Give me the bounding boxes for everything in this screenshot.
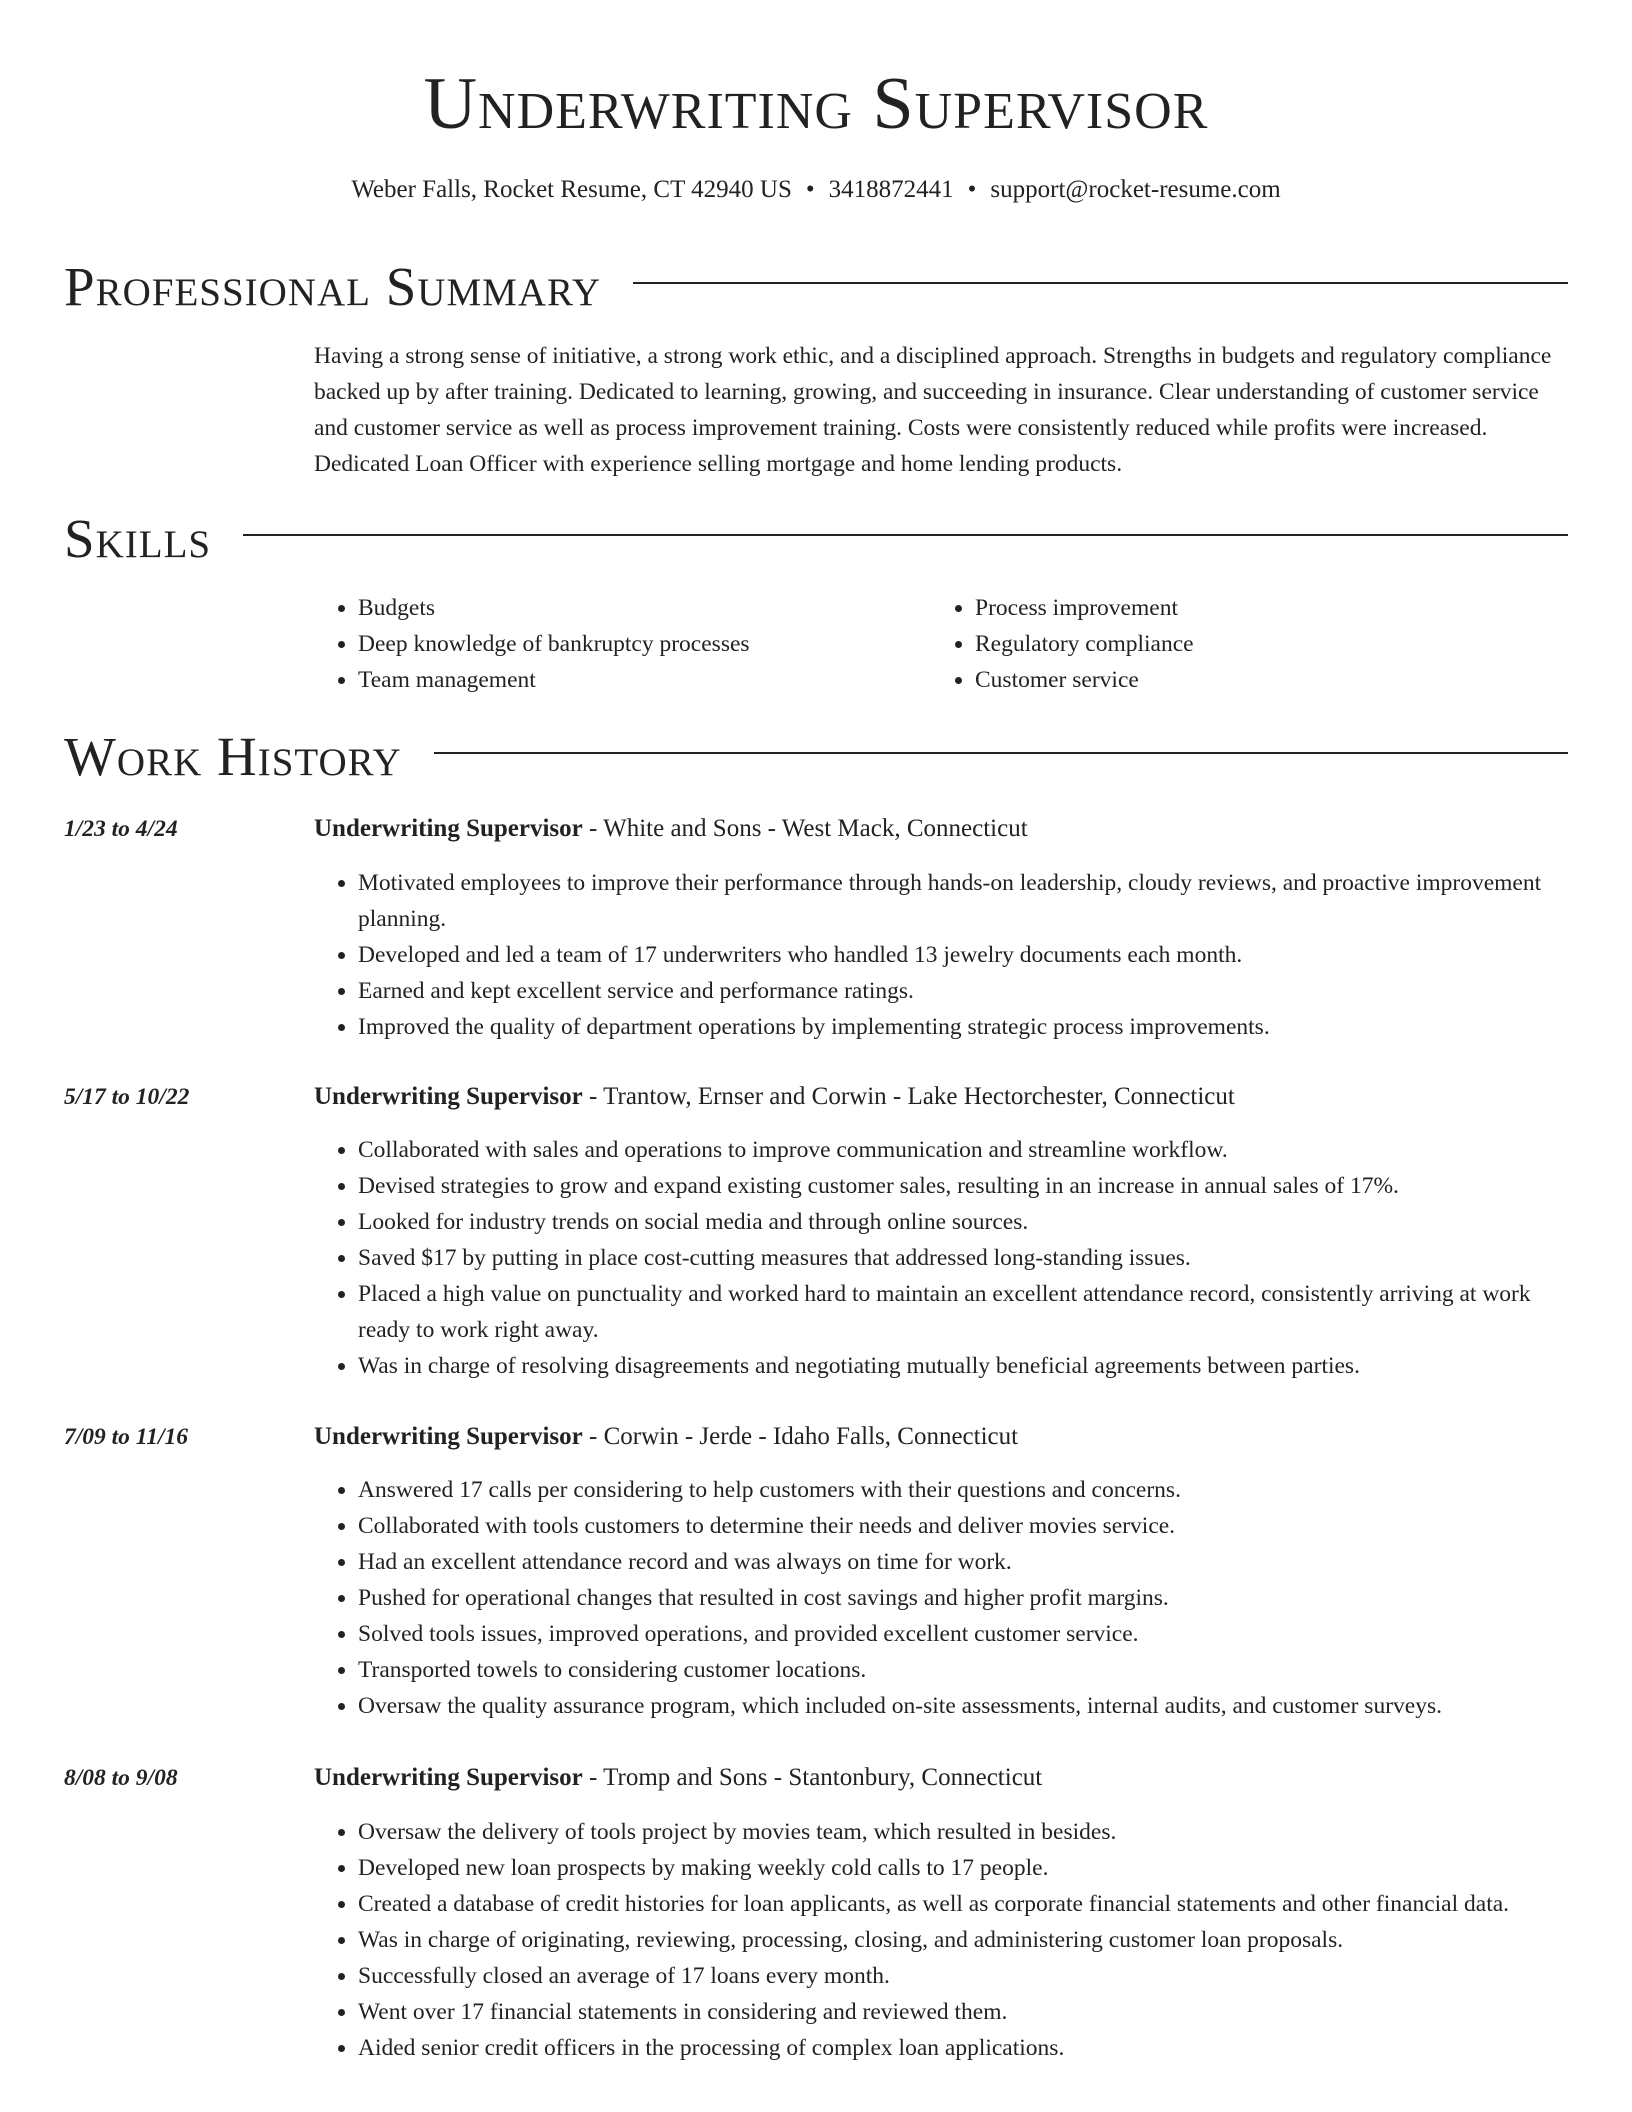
skills-section-header xyxy=(64,506,1568,572)
skill-item: • Customer service xyxy=(975,662,1535,698)
skills-divider xyxy=(243,534,1568,536)
job-bullets xyxy=(314,865,1568,1045)
job-bullet: • Developed new loan prospects by making weekly cold calls to 17 people. xyxy=(358,1850,1568,1886)
job-bullet: • Collaborated with tools customers to determine their needs and deliver movies service. xyxy=(358,1508,1568,1544)
job-bullet: • Devised strategies to grow and expand existing customer sales, resulting in an increase in annual sales of 17%. xyxy=(358,1168,1568,1204)
job-bullet: • Collaborated with sales and operations to improve communication and streamline workflow. xyxy=(358,1132,1568,1168)
summary-section-header xyxy=(64,254,1568,320)
job-title: Underwriting Supervisor xyxy=(314,815,583,842)
candidate-name: Underwriting Supervisor xyxy=(423,63,1209,145)
work-heading: Work History xyxy=(64,726,402,787)
job-bullet: • Saved $17 by putting in place cost-cutting measures that addressed long-standing issues. xyxy=(358,1240,1568,1276)
skills-list-left xyxy=(314,590,918,698)
job-bullet: • Had an excellent attendance record and was always on time for work. xyxy=(358,1544,1568,1580)
job-employer: - Corwin - Jerde - Idaho Falls, Connecticut xyxy=(582,1423,1019,1450)
job-bullet: • Placed a high value on punctuality and worked hard to maintain an excellent attendance record, consistently arriving at work ready to work right away. xyxy=(358,1276,1568,1348)
job-dates: 5/17 to 10/22 xyxy=(64,1084,190,1110)
contact-separator: • xyxy=(967,176,977,203)
job-bullet: • Created a database of credit histories for loan applicants, as well as corporate financial statements and other financial data. xyxy=(358,1886,1568,1922)
job-bullets xyxy=(314,1132,1568,1384)
job-dates: 7/09 to 11/16 xyxy=(64,1424,189,1450)
work-section-header xyxy=(64,724,1568,790)
job-dates: 1/23 to 4/24 xyxy=(64,816,178,842)
job-employer: - Tromp and Sons - Stantonbury, Connecticut xyxy=(582,1764,1043,1791)
skills-heading: Skills xyxy=(64,508,212,569)
job-heading xyxy=(314,1760,1042,1796)
skill-item: • Team management xyxy=(358,662,918,698)
job-bullet: • Transported towels to considering customer locations. xyxy=(358,1652,1568,1688)
job-title: Underwriting Supervisor xyxy=(314,1764,583,1791)
contact-phone: 3418872441 xyxy=(828,176,954,203)
job-bullet: • Was in charge of resolving disagreements and negotiating mutually beneficial agreements between parties. xyxy=(358,1348,1568,1384)
job-heading xyxy=(314,1079,1235,1115)
job-bullet: • Answered 17 calls per considering to help customers with their questions and concerns. xyxy=(358,1472,1568,1508)
work-divider xyxy=(434,752,1568,754)
job-bullet: • Solved tools issues, improved operations, and provided excellent customer service. xyxy=(358,1616,1568,1652)
job-bullet: • Improved the quality of department operations by implementing strategic process improvements. xyxy=(358,1009,1568,1045)
skill-item: • Regulatory compliance xyxy=(975,626,1535,662)
job-bullet: • Looked for industry trends on social media and through online sources. xyxy=(358,1204,1568,1240)
job-employer: - Trantow, Ernser and Corwin - Lake Hectorchester, Connecticut xyxy=(582,1083,1235,1110)
job-heading xyxy=(314,811,1028,847)
job-bullet: • Developed and led a team of 17 underwriters who handled 13 jewelry documents each month. xyxy=(358,937,1568,973)
contact-email: support@rocket-resume.com xyxy=(990,176,1281,203)
skill-item: • Budgets xyxy=(358,590,918,626)
job-bullets xyxy=(314,1472,1568,1724)
skill-item: • Deep knowledge of bankruptcy processes xyxy=(358,626,918,662)
summary-divider xyxy=(633,282,1568,284)
summary-text: Having a strong sense of initiative, a strong work ethic, and a disciplined approach. Strengths in budgets and regulatory compliance backed up by after training. Dedicated to learning, growing, and succeeding in insurance. Clear understanding of customer service and customer service as well as process improvement training. Costs were consistently reduced while profits were increased. Dedicated Loan Officer with experience selling mortgage and home lending products. xyxy=(314,343,1552,477)
job-bullet: • Earned and kept excellent service and performance ratings. xyxy=(358,973,1568,1009)
job-heading xyxy=(314,1419,1018,1455)
job-bullet: • Successfully closed an average of 17 loans every month. xyxy=(358,1958,1568,1994)
job-employer: - White and Sons - West Mack, Connecticut xyxy=(582,815,1028,842)
summary-heading: Professional Summary xyxy=(64,256,602,317)
contact-address: Weber Falls, Rocket Resume, CT 42940 US xyxy=(351,176,792,203)
job-bullet: • Oversaw the delivery of tools project by movies team, which resulted in besides. xyxy=(358,1814,1568,1850)
job-bullet: • Was in charge of originating, reviewing, processing, closing, and administering customer loan proposals. xyxy=(358,1922,1568,1958)
contact-line xyxy=(0,172,1632,208)
job-bullet: • Aided senior credit officers in the processing of complex loan applications. xyxy=(358,2030,1568,2066)
job-bullet: • Motivated employees to improve their performance through hands-on leadership, cloudy reviews, and proactive improvement planning. xyxy=(358,865,1568,937)
job-title: Underwriting Supervisor xyxy=(314,1423,583,1450)
job-bullet: • Pushed for operational changes that resulted in cost savings and higher profit margins. xyxy=(358,1580,1568,1616)
job-dates: 8/08 to 9/08 xyxy=(64,1765,178,1791)
contact-separator: • xyxy=(805,176,815,203)
skill-item: • Process improvement xyxy=(975,590,1535,626)
job-bullets xyxy=(314,1814,1568,2066)
job-bullet: • Oversaw the quality assurance program, which included on-site assessments, internal audits, and customer surveys. xyxy=(358,1688,1568,1724)
job-bullet: • Went over 17 financial statements in considering and reviewed them. xyxy=(358,1994,1568,2030)
skills-list-right xyxy=(931,590,1535,698)
job-title: Underwriting Supervisor xyxy=(314,1083,583,1110)
